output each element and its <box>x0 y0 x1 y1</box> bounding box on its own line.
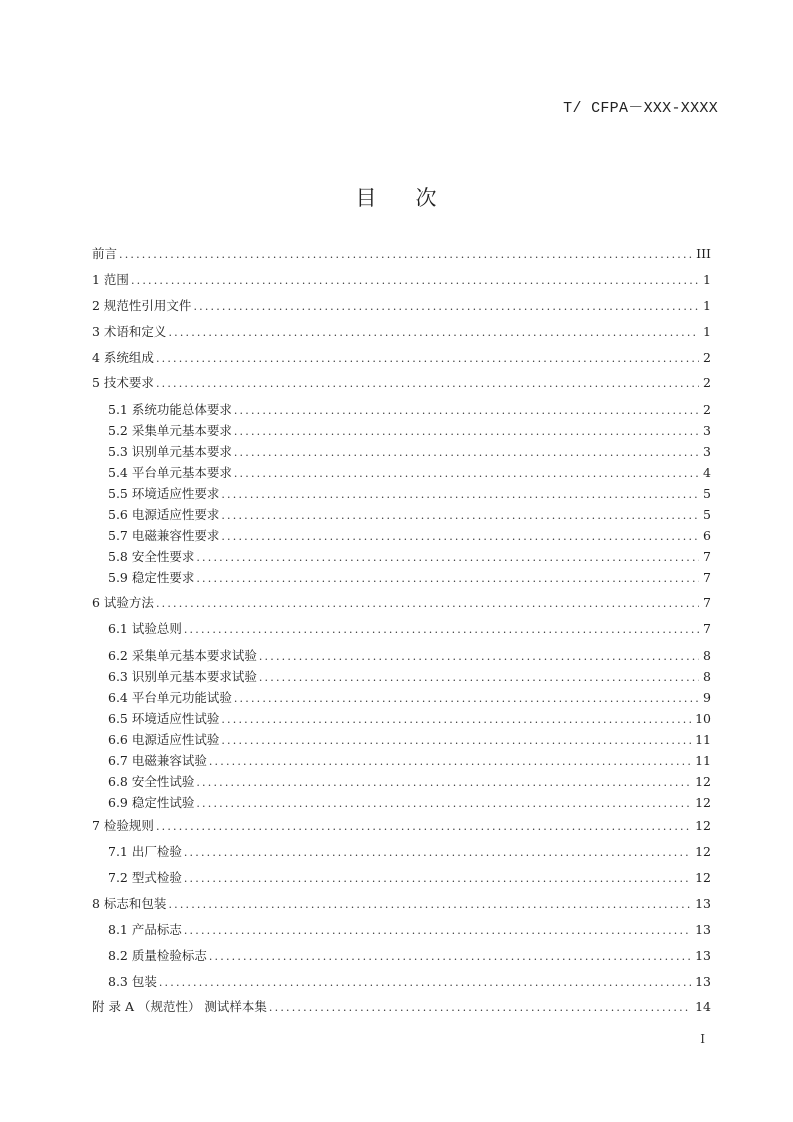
toc-entry[interactable] <box>108 869 711 887</box>
toc-dot-leader <box>168 324 699 342</box>
toc-entry[interactable] <box>108 668 711 686</box>
toc-entry[interactable] <box>108 401 711 419</box>
toc-entry-page: 12 <box>695 818 711 833</box>
toc-entry-label: 5.8 安全性要求 <box>108 549 195 564</box>
toc-dot-leader <box>159 974 691 992</box>
toc-entry-page: 7 <box>703 621 711 636</box>
toc-entry-page: 1 <box>703 272 711 287</box>
toc-entry[interactable] <box>108 506 711 524</box>
toc-entry-label: 8.1 产品标志 <box>108 922 182 937</box>
toc-entry-label: 5.1 系统功能总体要求 <box>108 402 232 417</box>
toc-entry-page: 5 <box>703 486 711 501</box>
toc-entry[interactable] <box>108 548 711 566</box>
toc-entry-page: 4 <box>703 465 711 480</box>
toc-entry-page: 1 <box>703 324 711 339</box>
toc-entry-label: 6.1 试验总则 <box>108 621 182 636</box>
toc-entry-label: 5.9 稳定性要求 <box>108 570 195 585</box>
toc-entry-label: 8.2 质量检验标志 <box>108 948 207 963</box>
toc-entry-page: 12 <box>695 795 711 810</box>
toc-entry[interactable] <box>108 422 711 440</box>
toc-dot-leader <box>234 444 699 462</box>
toc-entry[interactable] <box>108 947 711 965</box>
toc-dot-leader <box>221 507 699 525</box>
toc-entry-label: 1 范围 <box>92 272 129 287</box>
toc-entry-label: 5.2 采集单元基本要求 <box>108 423 232 438</box>
toc-entry-label: 6 试验方法 <box>92 595 154 610</box>
toc-dot-leader <box>269 999 691 1017</box>
toc-entry-label: 7.1 出厂检验 <box>108 844 182 859</box>
toc-entry-label: 3 术语和定义 <box>92 324 167 339</box>
toc-entry-page: 12 <box>695 844 711 859</box>
toc-entry-label: 5.7 电磁兼容性要求 <box>108 528 220 543</box>
toc-entry-label: 5.3 识别单元基本要求 <box>108 444 232 459</box>
toc-entry[interactable] <box>108 843 711 861</box>
toc-dot-leader <box>196 549 699 567</box>
toc-entry-page: 6 <box>703 528 711 543</box>
toc-dot-leader <box>184 922 691 940</box>
toc-dot-leader <box>221 528 699 546</box>
toc-entry-label: 5.5 环境适应性要求 <box>108 486 220 501</box>
toc-entry[interactable] <box>92 323 711 341</box>
toc-entry-page: 8 <box>703 648 711 663</box>
toc-entry-page: 14 <box>695 999 711 1014</box>
toc-entry-page: 2 <box>703 350 711 365</box>
toc-dot-leader <box>209 948 691 966</box>
toc-entry-label: 7 检验规则 <box>92 818 154 833</box>
toc-entry[interactable] <box>92 374 711 392</box>
toc-entry-page: 7 <box>703 549 711 564</box>
toc-entry-label: 6.8 安全性试验 <box>108 774 195 789</box>
toc-entry[interactable] <box>108 527 711 545</box>
toc-entry[interactable] <box>108 710 711 728</box>
toc-entry[interactable] <box>108 794 711 812</box>
toc-dot-leader <box>184 621 699 639</box>
toc-title <box>0 182 793 212</box>
toc-dot-leader <box>221 711 691 729</box>
toc-dot-leader <box>131 272 699 290</box>
toc-entry-label: 6.2 采集单元基本要求试验 <box>108 648 257 663</box>
toc-entry-page: 1 <box>703 298 711 313</box>
toc-title-char-2: 次 <box>415 186 438 210</box>
toc-entry-page: 3 <box>703 444 711 459</box>
toc-entry-label: 6.5 环境适应性试验 <box>108 711 220 726</box>
toc-dot-leader <box>168 896 691 914</box>
toc-entry[interactable] <box>108 464 711 482</box>
toc-dot-leader <box>234 690 699 708</box>
toc-entry-page: 7 <box>703 595 711 610</box>
toc-dot-leader <box>234 402 699 420</box>
toc-entry[interactable] <box>92 594 711 612</box>
toc-entry[interactable] <box>108 773 711 791</box>
toc-entry[interactable] <box>92 998 711 1016</box>
toc-entry-page: 12 <box>695 870 711 885</box>
toc-dot-leader <box>184 870 691 888</box>
toc-entry-page: 13 <box>695 896 711 911</box>
toc-entry[interactable] <box>92 245 711 263</box>
toc-entry[interactable] <box>108 689 711 707</box>
toc-entry-page: 7 <box>703 570 711 585</box>
toc-entry-label: 4 系统组成 <box>92 350 154 365</box>
toc-dot-leader <box>156 818 691 836</box>
toc-entry[interactable] <box>108 569 711 587</box>
toc-entry[interactable] <box>108 731 711 749</box>
toc-entry[interactable] <box>108 752 711 770</box>
document-code: T/ CFPA－XXX-XXXX <box>563 100 718 117</box>
toc-entry[interactable] <box>108 443 711 461</box>
toc-entry[interactable] <box>92 349 711 367</box>
toc-entry-page: 10 <box>695 711 711 726</box>
toc-entry-label: 2 规范性引用文件 <box>92 298 192 313</box>
toc-dot-leader <box>193 298 699 316</box>
toc-entry-page: 2 <box>703 375 711 390</box>
toc-entry-page: 2 <box>703 402 711 417</box>
toc-dot-leader <box>184 844 691 862</box>
toc-entry-label: 8 标志和包装 <box>92 896 167 911</box>
toc-entry-label: 5.4 平台单元基本要求 <box>108 465 232 480</box>
toc-dot-leader <box>196 795 691 813</box>
toc-dot-leader <box>156 350 699 368</box>
toc-entry[interactable] <box>92 895 711 913</box>
toc-dot-leader <box>156 375 699 393</box>
toc-entry-label: 8.3 包装 <box>108 974 157 989</box>
toc-title-char-1: 目 <box>355 186 378 210</box>
toc-dot-leader <box>209 753 691 771</box>
toc-entry-page: 5 <box>703 507 711 522</box>
toc-entry-page: 3 <box>703 423 711 438</box>
toc-entry-page: 8 <box>703 669 711 684</box>
toc-entry-page: 12 <box>695 774 711 789</box>
toc-entry[interactable] <box>108 973 711 991</box>
toc-entry-page: III <box>696 246 711 261</box>
toc-entry[interactable] <box>108 647 711 665</box>
toc-entry[interactable] <box>92 817 711 835</box>
toc-entry-label: 6.3 识别单元基本要求试验 <box>108 669 257 684</box>
toc-dot-leader <box>196 774 691 792</box>
page-number: I <box>700 1032 705 1046</box>
toc-dot-leader <box>196 570 699 588</box>
toc-entry-page: 9 <box>703 690 711 705</box>
toc-dot-leader <box>119 246 692 264</box>
toc-entry[interactable] <box>92 297 711 315</box>
toc-entry-page: 13 <box>695 922 711 937</box>
toc-entry-label: 6.4 平台单元功能试验 <box>108 690 232 705</box>
toc-entry-label: 附 录 A （规范性） 测试样本集 <box>92 999 267 1014</box>
toc-entry[interactable] <box>92 271 711 289</box>
toc-dot-leader <box>234 423 699 441</box>
toc-entry-page: 13 <box>695 948 711 963</box>
toc-entry[interactable] <box>108 485 711 503</box>
toc-entry-label: 5 技术要求 <box>92 375 154 390</box>
toc-entry-label: 6.9 稳定性试验 <box>108 795 195 810</box>
toc-dot-leader <box>259 648 699 666</box>
toc-dot-leader <box>259 669 699 687</box>
toc-entry[interactable] <box>108 921 711 939</box>
toc-entry[interactable] <box>108 620 711 638</box>
toc-entry-label: 7.2 型式检验 <box>108 870 182 885</box>
toc-entry-label: 5.6 电源适应性要求 <box>108 507 220 522</box>
toc-dot-leader <box>234 465 699 483</box>
toc-entry-page: 13 <box>695 974 711 989</box>
toc-dot-leader <box>221 486 699 504</box>
toc-dot-leader <box>156 595 699 613</box>
toc-entry-page: 11 <box>695 753 711 768</box>
toc-entry-label: 6.7 电磁兼容试验 <box>108 753 207 768</box>
toc-entry-label: 前言 <box>92 246 118 261</box>
toc-entry-page: 11 <box>695 732 711 747</box>
toc-dot-leader <box>221 732 691 750</box>
toc-entry-label: 6.6 电源适应性试验 <box>108 732 220 747</box>
